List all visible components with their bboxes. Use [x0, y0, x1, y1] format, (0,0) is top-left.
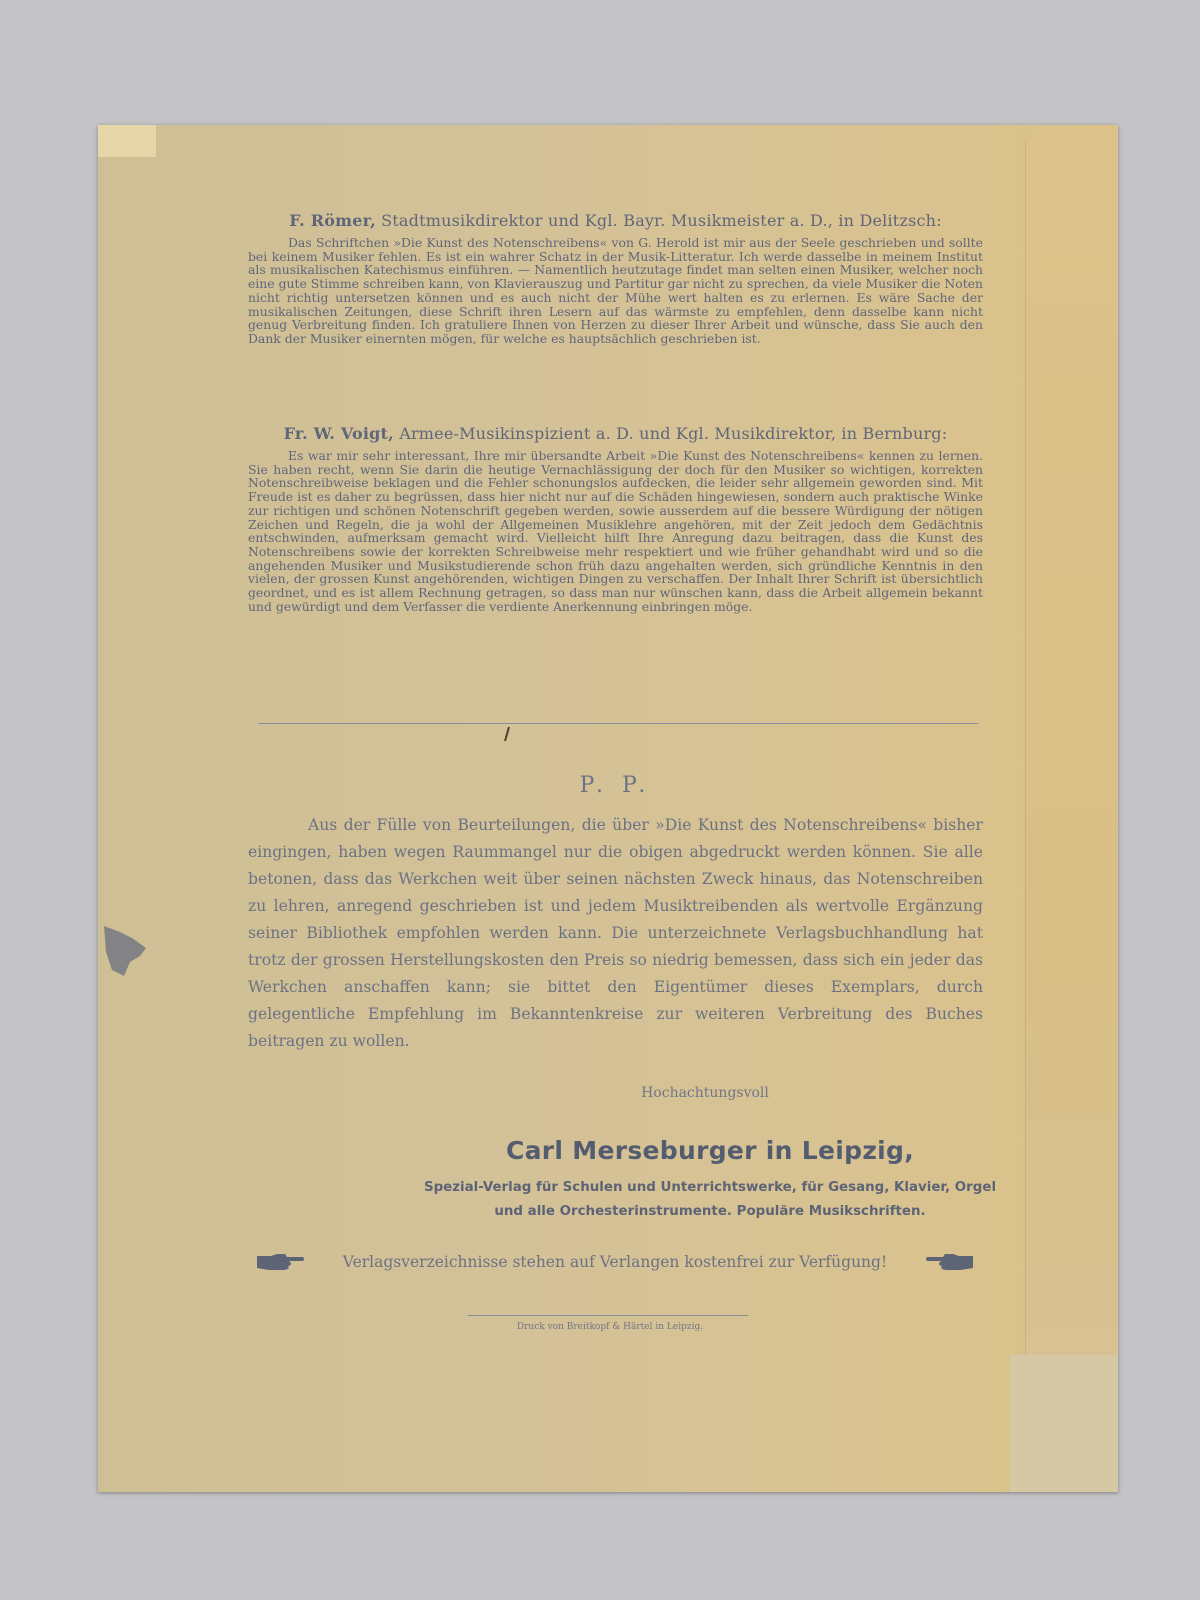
folded-flap-lower — [1010, 1355, 1118, 1492]
testimonial-author: Fr. W. Voigt, — [283, 424, 394, 443]
printer-note: Druck von Breitkopf & Härtel in Leipzig. — [516, 1322, 704, 1332]
publisher-name: Carl Merseburger in Leipzig, — [505, 1136, 915, 1165]
notice-greeting: Hochachtungsvoll — [641, 1085, 769, 1101]
testimonial-heading — [248, 424, 983, 443]
publisher-specialty-line-1: Spezial-Verlag für Schulen und Unterrichtswerke, für Gesang, Klavier, Orgel — [423, 1180, 997, 1195]
notice-title: P. P. — [579, 773, 652, 798]
section-divider — [258, 723, 978, 724]
footer-divider — [468, 1315, 748, 1316]
testimonial-heading — [248, 211, 983, 230]
testimonial-2 — [248, 424, 983, 613]
folded-flap — [1025, 141, 1118, 1476]
ink-mark — [504, 726, 510, 742]
catalog-note-line — [255, 1252, 975, 1272]
testimonial-author-title: Stadtmusikdirektor und Kgl. Bayr. Musikmeister a. D., in Delitzsch: — [381, 211, 942, 230]
testimonial-author: F. Römer, — [289, 211, 376, 230]
notice-text: Aus der Fülle von Beurteilungen, die über »Die Kunst des Notenschreibens« bisher eingingen, haben wegen Raummangel nur die obigen abgedruckt werden können. Sie alle betonen, dass das Werkchen weit über seinen nächsten Zweck hinaus, das Notenschreiben zu lehren, anregend geschrieben ist und jedem Musiktreibenden als wertvolle Ergänzung seiner Bibliothek empfohlen werden kann. Die unterzeichnete Verlagsbuchhandlung hat trotz der grossen Herstellungskosten den Preis so niedrig bemessen, dass sich ein jeder das Werkchen anschaffen kann; sie bittet den Eigentümer dieses Exemplars, durch gelegentliche Empfehlung im Bekanntenkreise zur weiteren Verbreitung des Buches beitragen zu wollen. — [248, 816, 983, 1050]
pointing-hand-left-icon — [925, 1252, 975, 1272]
testimonial-author-title: Armee-Musikinspizient a. D. und Kgl. Musikdirektor, in Bernburg: — [399, 424, 948, 443]
publisher-specialty-line-2: und alle Orchesterinstrumente. Populäre Musikschriften. — [494, 1204, 926, 1219]
publisher-specialty — [420, 1176, 1000, 1224]
paper-corner — [98, 125, 156, 157]
catalog-note: Verlagsverzeichnisse stehen auf Verlangen kostenfrei zur Verfügung! — [342, 1253, 888, 1271]
pointing-hand-right-icon — [255, 1252, 305, 1272]
testimonial-text: Das Schriftchen »Die Kunst des Notenschreibens« von G. Herold ist mir aus der Seele geschrieben und sollte bei keinem Musiker fehlen. Es ist ein wahrer Schatz in der Musik-Litteratur. Ich werde dasselbe in meinem Institut als musikalischen Katechismus einführen. — Namentlich heutzutage findet man selten einen Musiker, welcher noch eine gute Stimme schreiben kann, von Klavierauszug und Partitur gar nicht zu sprechen, da viele Musiker die Noten nicht richtig untersetzen können und es auch nicht der Mühe wert halten es zu erlernen. Es wäre Sache der musikalischen Zeitungen, diese Schrift ihren Lesern auf das wärmste zu empfehlen, denn dasselbe kann nicht genug Verbreitung finden. Ich gratuliere Ihnen von Herzen zu dieser Ihrer Arbeit und wünsche, dass Sie auch den Dank der Musiker einernten mögen, für welche es hauptsächlich geschrieben ist. — [248, 235, 983, 346]
testimonial-1 — [248, 211, 983, 346]
testimonial-text: Es war mir sehr interessant, Ihre mir übersandte Arbeit »Die Kunst des Notenschreibens« kennen zu lernen. Sie haben recht, wenn Sie darin die heutige Vernachlässigung der doch für den Musiker so wichtigen, korrekten Notenschreibweise beklagen und die Fehler schonungslos aufdecken, die leider sehr allgemein geworden sind. Mit Freude ist es daher zu begrüssen, dass hier nicht nur auf die Schäden hingewiesen, sondern auch praktische Winke zur richtigen und schönen Notenschrift gegeben werden, sowie ausserdem auf die bessere Würdigung der nötigen Zeichen und Regeln, die ja wohl der Allgemeinen Musiklehre angehören, mit der Zeit jedoch dem Gedächtnis entschwinden, aufmerksam gemacht wird. Vielleicht hilft Ihre Anregung dazu beitragen, dass die Kunst des Notenschreibens sowie der korrekten Schreibweise mehr respektiert und wie früher gehandhabt wird und so die angehenden Musiker und Musikstudierende schon früh dazu angehalten werden, sich gründliche Kenntnis in den vielen, der grossen Kunst angehörenden, wichtigen Dingen zu verschaffen. Der Inhalt Ihrer Schrift ist übersichtlich geordnet, und es ist allem Rechnung getragen, so dass man nur wünschen kann, dass die Arbeit allgemein bekannt und gewürdigt und dem Verfasser die verdiente Anerkennung einbringen möge. — [248, 448, 983, 614]
ink-smudge — [102, 922, 148, 978]
